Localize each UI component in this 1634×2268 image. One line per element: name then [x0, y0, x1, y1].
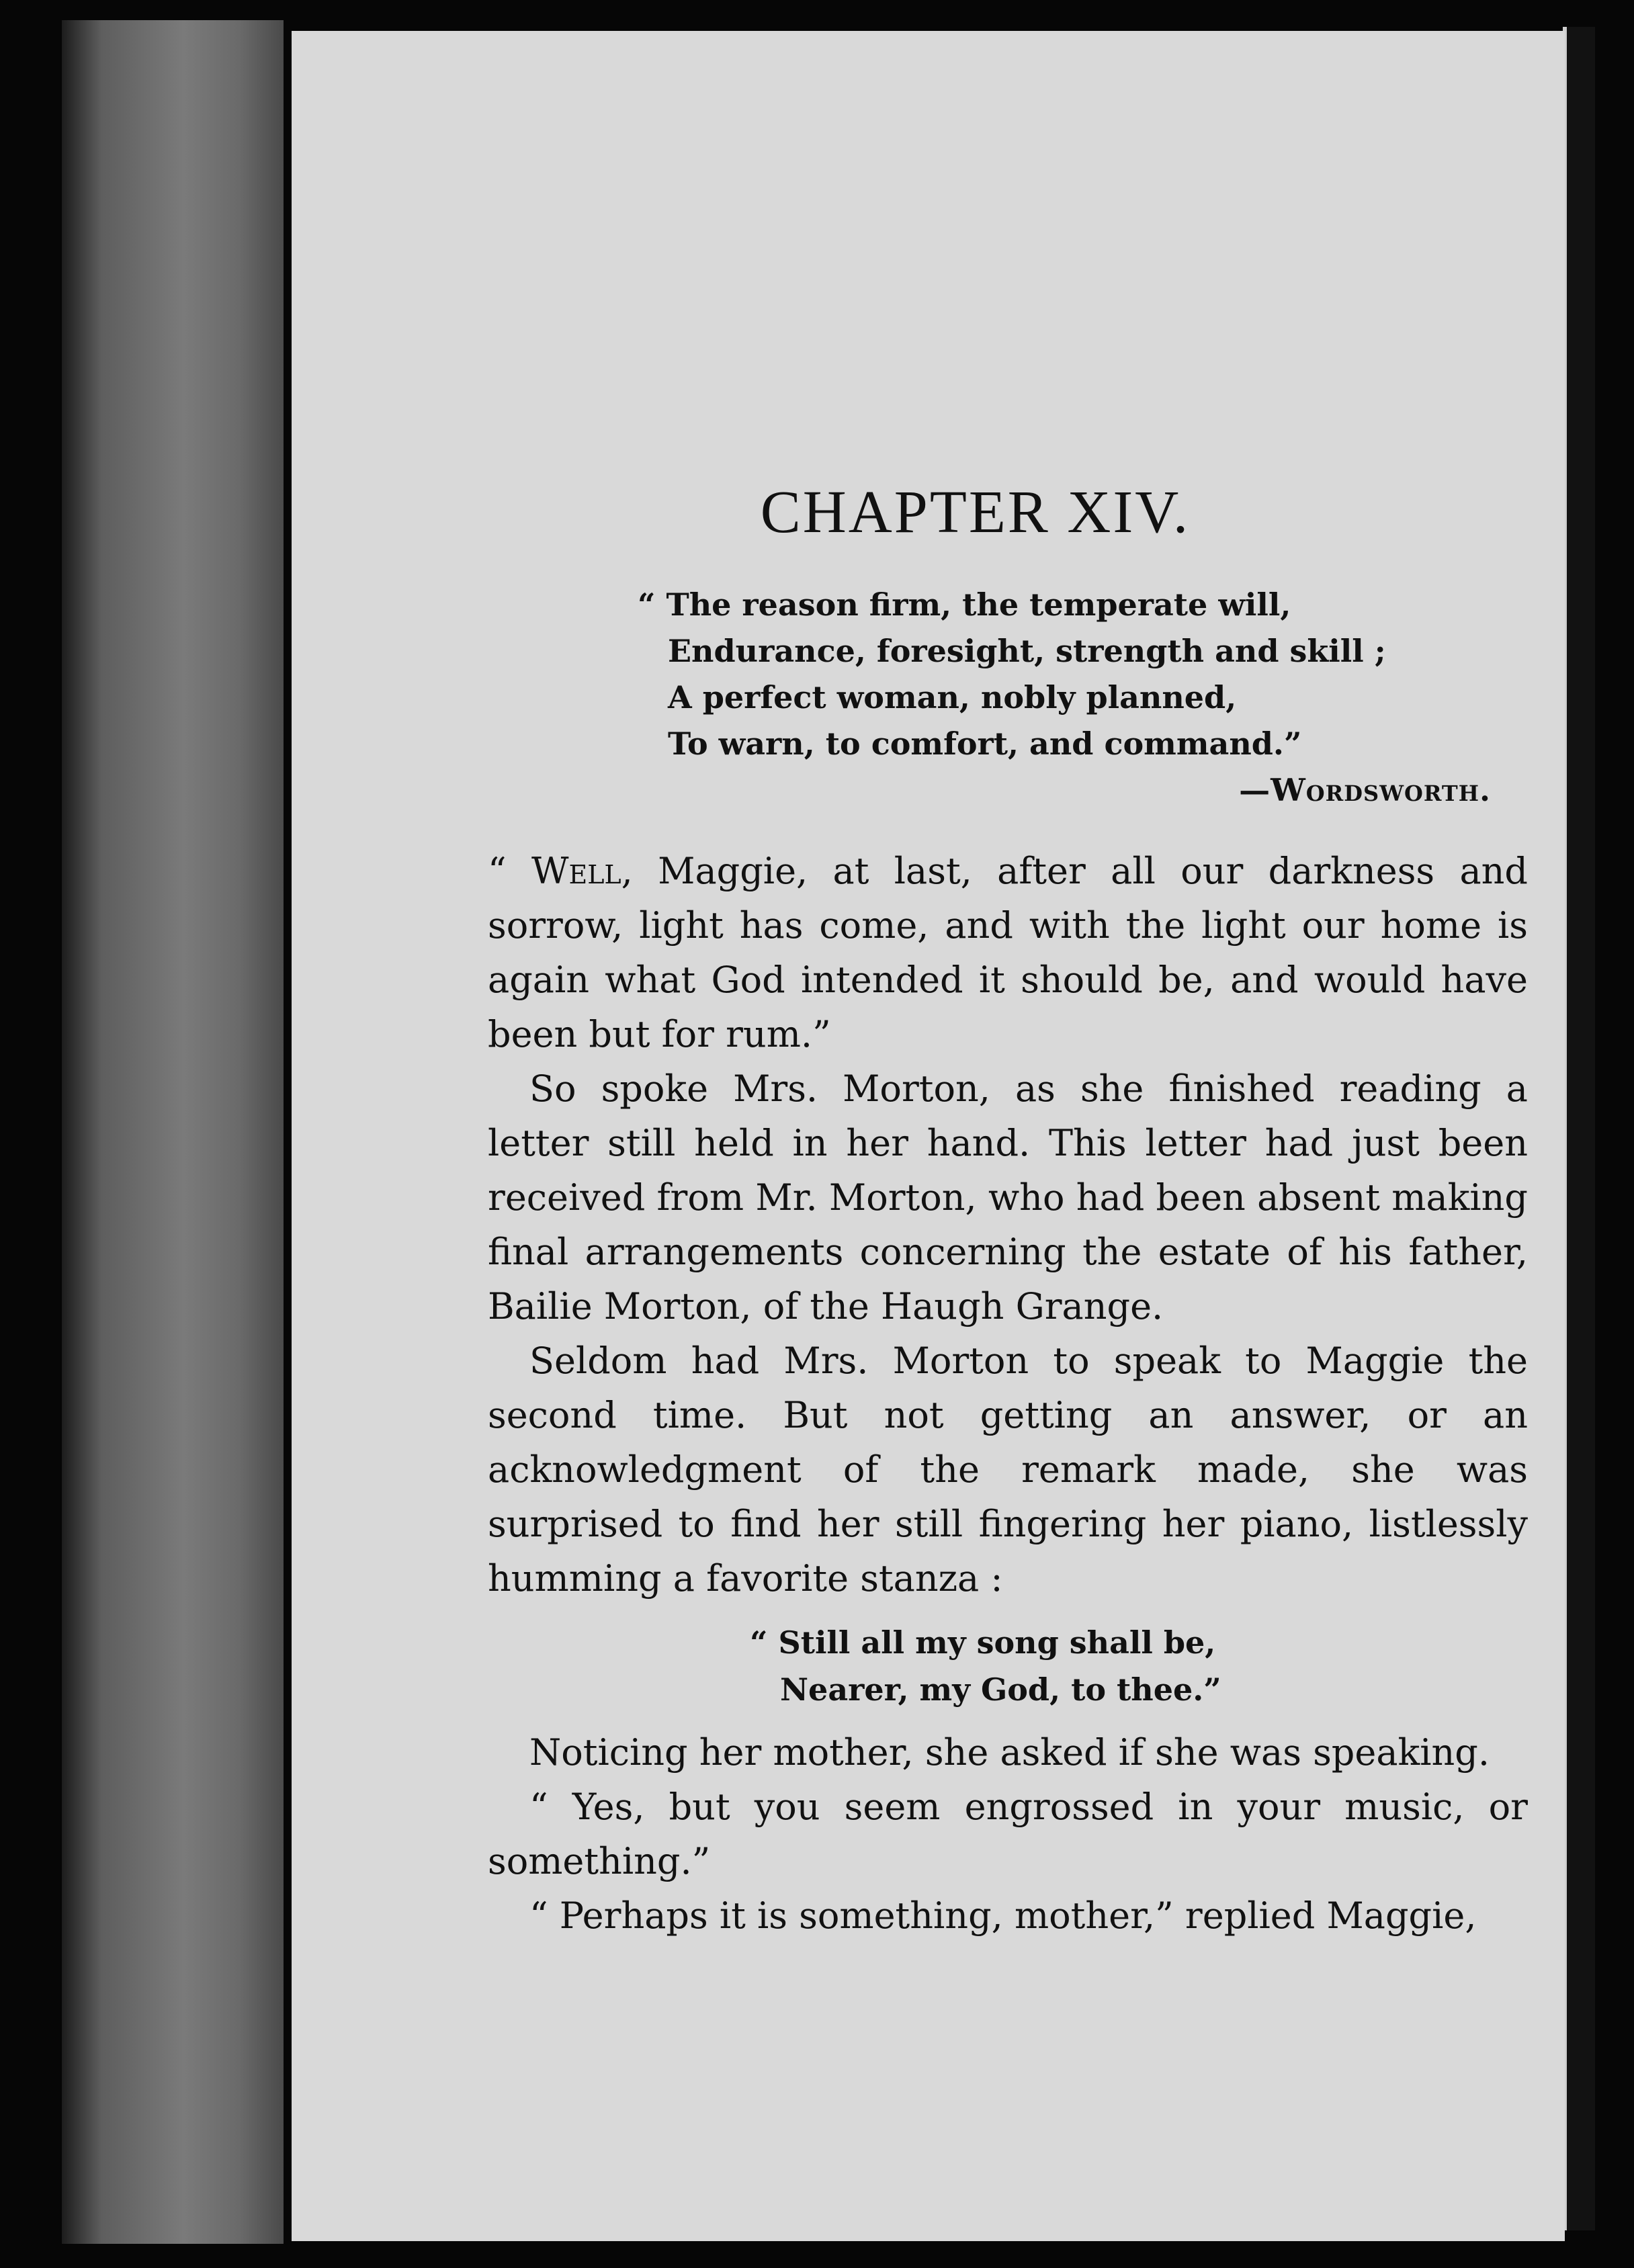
book-page	[292, 31, 1565, 2241]
page-fore-edge	[1563, 27, 1595, 2230]
paragraph: “ Yes, but you seem engrossed in your music, or something.”	[488, 1786, 1528, 1882]
book-spine-edge	[62, 20, 284, 2244]
paragraph-text: , Maggie, at last, after all our darkness and sorrow, light has come, and with the light our home is again what God intended it should be, and would have been but for rum.”	[488, 850, 1528, 1055]
epigraph	[638, 582, 1498, 814]
paragraph: Seldom had Mrs. Morton to speak to Maggie the second time. But not getting an answer, or an acknowledgment of the remark made, she was surprised to find her still fingering her piano, listlessly humming a favorite stanza :	[488, 1340, 1528, 1600]
opening-quote: “	[488, 850, 531, 892]
paragraph	[488, 844, 1528, 1061]
epigraph-line: Endurance, foresight, strength and skill ;	[668, 633, 1386, 669]
epigraph-line: A perfect woman, nobly planned,	[668, 679, 1237, 715]
chapter-title: CHAPTER XIV.	[760, 479, 1191, 546]
epigraph-line: “ The reason firm, the temperate will,	[638, 586, 1291, 623]
hymn-quote	[750, 1619, 1528, 1713]
paragraph: So spoke Mrs. Morton, as she finished reading a letter still held in her hand. This letter had just been received from Mr. Morton, who had been absent making final arrangements concerning the estate of his father, Bailie Morton, of the Haugh Grange.	[488, 1067, 1528, 1327]
chapter-body	[488, 844, 1528, 1943]
paragraph: “ Perhaps it is something, mother,” replied Maggie,	[529, 1894, 1477, 1937]
hymn-line: Nearer, my God, to thee.”	[780, 1671, 1221, 1708]
hymn-line: “ Still all my song shall be,	[750, 1624, 1216, 1661]
lead-word: Well	[531, 850, 621, 892]
epigraph-line: To warn, to comfort, and command.”	[668, 726, 1302, 762]
epigraph-attribution: —Wordsworth.	[1239, 772, 1491, 808]
paragraph: Noticing her mother, she asked if she was speaking.	[529, 1731, 1490, 1774]
